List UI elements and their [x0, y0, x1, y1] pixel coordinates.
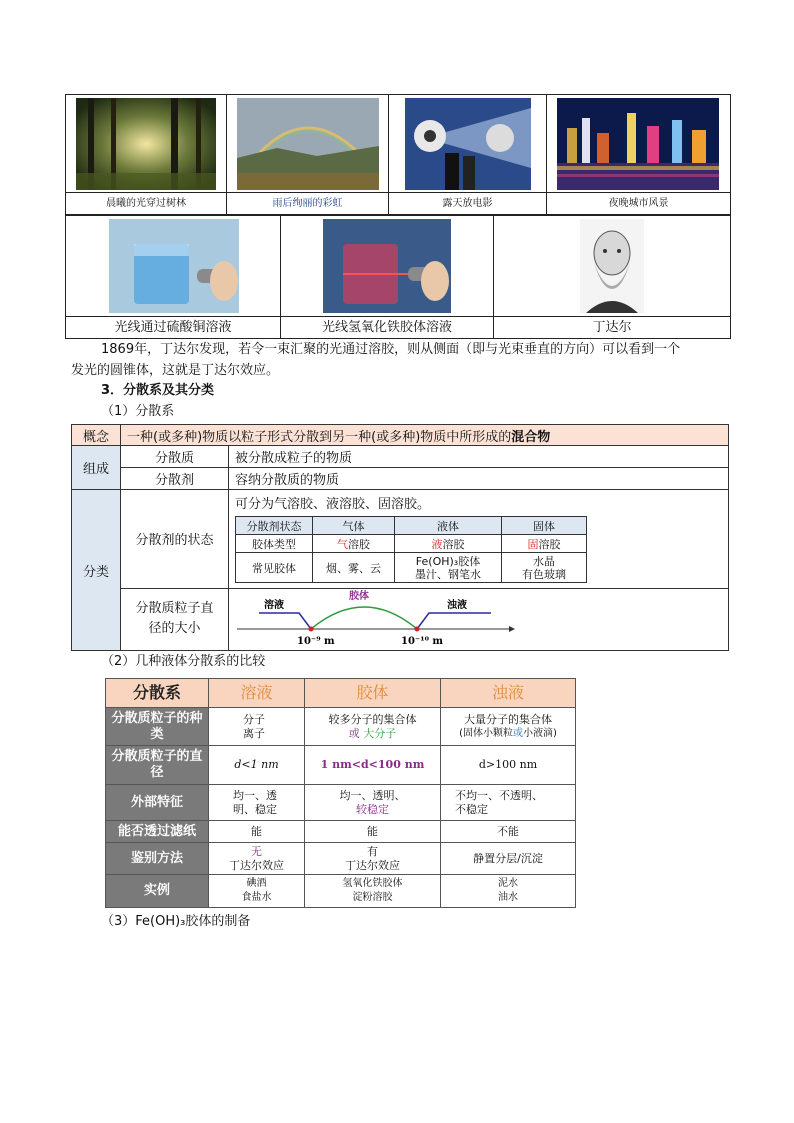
cmp-filter-colloid: 能 — [305, 821, 441, 843]
caption-rainbow: 雨后绚丽的彩虹 — [227, 192, 388, 214]
cmp-feature-solution: 均一、透 明、稳定 — [209, 785, 305, 821]
ferric-hydroxide-beaker-image — [323, 219, 451, 313]
cmp-diameter-solution: d<1 nm — [209, 746, 305, 785]
gas-char: 气 — [337, 537, 348, 551]
size-diagram-cell — [229, 588, 729, 650]
cmp-identify-solution-b: 丁达尔效应 — [229, 858, 284, 872]
cmp-type-suspension — [441, 708, 576, 746]
cmp-identify-colloid — [305, 843, 441, 875]
cmp-type-colloid — [305, 708, 441, 746]
cmp-identify-colloid-a: 有 — [367, 844, 378, 858]
common-gas-colloid: 烟、雾、云 — [313, 553, 395, 583]
subheading-3: （3）Fe(OH)₃胶体的制备 — [101, 914, 251, 929]
state-label: 分散剂的状态 — [121, 490, 229, 588]
caption-forest: 晨曦的光穿过树林 — [66, 192, 226, 214]
cmp-type-suspension-b3: 小液滴) — [523, 727, 557, 739]
cmp-feature-colloid — [305, 785, 441, 821]
photo-cell-projector — [389, 95, 547, 214]
cmp-example-solution: 碘酒 食盐水 — [209, 875, 305, 908]
caption-projector: 露天放电影 — [389, 192, 546, 214]
cmp-type-colloid-or: 或 — [348, 726, 364, 740]
cmp-row-filter-label: 能否透过滤纸 — [106, 821, 209, 843]
copper-sulfate-beaker-image — [109, 219, 239, 313]
cmp-diameter-colloid: 1 nm<d<100 nm — [305, 746, 441, 785]
liquid-sol — [395, 535, 502, 553]
cmp-row-example-label: 实例 — [106, 875, 209, 908]
inner-header-state: 分散剂状态 — [236, 517, 313, 535]
dispersoid-label: 分散质 — [121, 446, 229, 468]
diagram-solution: 溶液 — [264, 600, 284, 612]
inner-header-solid: 固体 — [502, 517, 587, 535]
photo-cell-city — [547, 95, 730, 214]
colloid-type-table — [235, 516, 587, 583]
common-solid-colloid — [502, 553, 587, 583]
concept-bold: 混合物 — [511, 429, 551, 445]
classify-label: 分类 — [72, 490, 121, 651]
solid-sol-suffix: 溶胶 — [538, 537, 561, 551]
cmp-row-diameter-label: 分散质粒子的直径 — [106, 746, 209, 785]
cmp-header-colloid: 胶体 — [305, 679, 441, 708]
cmp-header-system: 分散系 — [106, 679, 209, 708]
cmp-diameter-suspension: d>100 nm — [441, 746, 576, 785]
inner-row2-label: 胶体类型 — [236, 535, 313, 553]
cmp-identify-suspension: 静置分层/沉淀 — [441, 843, 576, 875]
diagram-tick-1: 10⁻⁹ m — [297, 636, 335, 648]
forest-light-image — [76, 98, 216, 190]
dispersoid-desc: 被分散成粒子的物质 — [229, 446, 729, 468]
rainbow-image — [237, 98, 379, 190]
night-city-image — [557, 98, 719, 190]
cmp-example-colloid: 氢氧化铁胶体 淀粉溶胶 — [305, 875, 441, 908]
photo-cell-forest — [66, 95, 227, 214]
caption-city: 夜晚城市风景 — [547, 192, 730, 214]
section-heading: 3．分散系及其分类 — [101, 383, 215, 398]
state-cell — [229, 490, 729, 588]
photo-cell-ferric-hydroxide — [281, 216, 494, 338]
photo-grid-bottom — [65, 215, 731, 339]
cmp-filter-suspension: 不能 — [441, 821, 576, 843]
liquid-char: 液 — [431, 537, 443, 551]
cmp-feature-colloid-b: 较稳定 — [356, 802, 389, 816]
cmp-header-solution: 溶液 — [209, 679, 305, 708]
tyndall-portrait-image — [580, 219, 644, 313]
subheading-2: （2）几种液体分散系的比较 — [101, 654, 266, 669]
outdoor-movie-image — [405, 98, 531, 190]
tick-marker-1 — [309, 627, 314, 632]
subheading-1: （1）分散系 — [101, 404, 175, 419]
cmp-feature-colloid-a: 均一、透明、 — [339, 788, 406, 802]
inner-header-gas: 气体 — [313, 517, 395, 535]
cmp-identify-colloid-b: 丁达尔效应 — [345, 858, 400, 872]
diagram-tick-2: 10⁻¹⁰ m — [401, 636, 444, 648]
cmp-row-identify-label: 鉴别方法 — [106, 843, 209, 875]
cmp-type-solution: 分子 离子 — [209, 708, 305, 746]
concept-desc: 一种(或多种)物质以粒子形式分散到另一种(或多种)物质中所形成的 — [127, 429, 512, 445]
inner-header-liquid: 液体 — [395, 517, 502, 535]
intro-line2: 发光的圆锥体，这就是丁达尔效应。 — [71, 363, 280, 378]
photo-cell-copper-sulfate — [66, 216, 281, 338]
diagram-suspension: 浊液 — [447, 600, 467, 612]
cmp-filter-solution: 能 — [209, 821, 305, 843]
liquid-colloid-1: Fe(OH)₃胶体 — [415, 554, 481, 568]
dispersant-desc: 容纳分散质的物质 — [229, 468, 729, 490]
cmp-type-suspension-a: 大量分子的集合体 — [464, 712, 552, 726]
compose-label: 组成 — [72, 446, 121, 490]
liquid-sol-suffix: 溶胶 — [442, 537, 465, 551]
concept-text — [121, 425, 729, 446]
photo-cell-rainbow — [227, 95, 389, 214]
cmp-row-feature-label: 外部特征 — [106, 785, 209, 821]
dispersion-table — [71, 424, 729, 651]
comparison-table — [105, 678, 576, 908]
inner-row3-label: 常见胶体 — [236, 553, 313, 583]
gas-sol — [313, 535, 395, 553]
photo-cell-tyndall — [494, 216, 730, 338]
common-liquid-colloid — [395, 553, 502, 583]
solid-char: 固 — [527, 537, 539, 551]
cmp-feature-suspension: 不均一、不透明、 不稳定 — [441, 785, 576, 821]
photo-grid-top — [65, 94, 731, 215]
size-label: 分散质粒子直径的大小 — [121, 588, 229, 650]
tick-marker-2 — [415, 627, 420, 632]
solid-sol — [502, 535, 587, 553]
caption-tyndall: 丁达尔 — [494, 316, 730, 339]
intro-line1: 1869年，丁达尔发现，若令一束汇聚的光通过溶胶，则从侧面（即与光束垂直的方向）可以看到一个 — [101, 342, 681, 357]
cmp-identify-solution — [209, 843, 305, 875]
state-desc: 可分为气溶胶、液溶胶、固溶胶。 — [235, 497, 431, 513]
caption-copper-sulfate: 光线通过硫酸铜溶液 — [66, 316, 280, 339]
concept-label: 概念 — [72, 425, 121, 446]
cmp-type-suspension-b1: (固体小颗粒 — [459, 727, 513, 739]
dispersant-label: 分散剂 — [121, 468, 229, 490]
particle-size-diagram — [229, 589, 529, 649]
gas-sol-suffix: 溶胶 — [348, 537, 370, 551]
cmp-type-colloid-macro: 大分子 — [363, 726, 397, 740]
diagram-colloid: 胶体 — [349, 591, 369, 603]
cmp-type-suspension-or: 或 — [513, 727, 523, 739]
solid-colloid-2: 有色玻璃 — [522, 567, 566, 581]
caption-ferric-hydroxide: 光线氢氧化铁胶体溶液 — [281, 316, 493, 339]
cmp-type-colloid-a: 较多分子的集合体 — [328, 712, 417, 726]
cmp-header-suspension: 浊液 — [441, 679, 576, 708]
cmp-identify-solution-a: 无 — [251, 844, 262, 858]
cmp-row-type-label: 分散质粒子的种类 — [106, 708, 209, 746]
liquid-colloid-2: 墨汁、钢笔水 — [415, 567, 481, 581]
cmp-example-suspension: 泥水 油水 — [441, 875, 576, 908]
solid-colloid-1: 水晶 — [533, 554, 555, 568]
